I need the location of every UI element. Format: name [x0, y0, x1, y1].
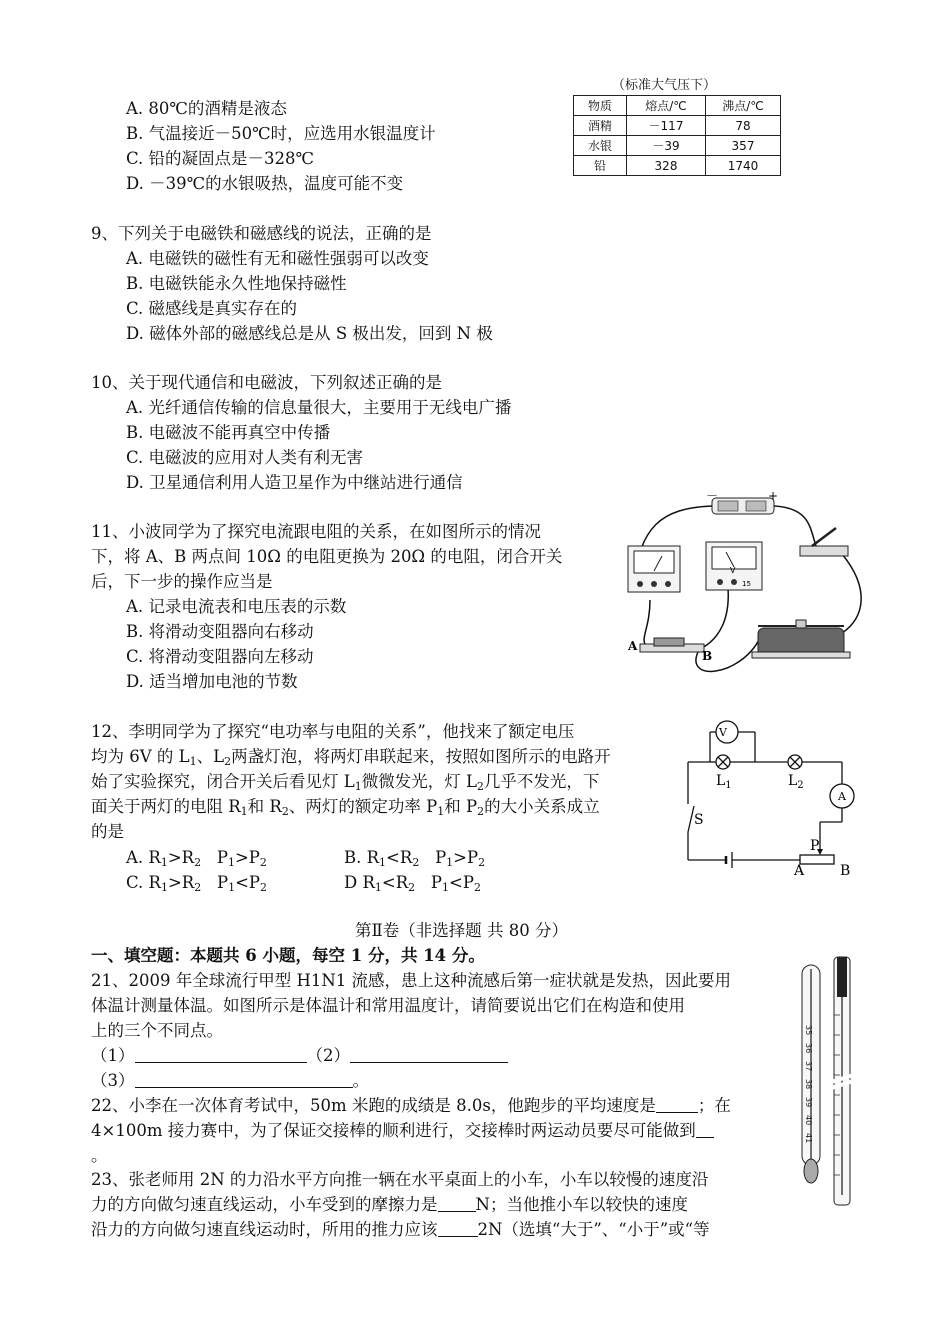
- text: 2N（选填“大于”、“小于”或“等: [477, 1220, 710, 1239]
- rheostat-base: [752, 652, 850, 658]
- q12-circuit-diagram: [680, 712, 865, 882]
- table-cell: 水银: [574, 136, 627, 156]
- resistor-icon: [654, 638, 684, 646]
- table-cell: 328: [627, 156, 706, 176]
- thermometer-tick: 40: [804, 1115, 813, 1126]
- text: C. R: [126, 873, 161, 892]
- subscript: 1: [228, 881, 236, 894]
- subscript: 1: [160, 856, 168, 869]
- text: 面关于两灯的电阻 R: [91, 797, 241, 816]
- text: >: [167, 873, 182, 892]
- text: 沿力的方向做匀速直线运动时，所用的推力应该: [91, 1220, 438, 1239]
- wire: [644, 600, 650, 646]
- subscript: 2: [476, 780, 484, 793]
- answer-blank-2[interactable]: [350, 1044, 508, 1063]
- text: 和 R: [247, 797, 282, 816]
- q11-option-a: A. 记录电流表和电压表的示数: [126, 597, 347, 616]
- subscript: 2: [408, 881, 416, 894]
- voltmeter-range-label: 15: [742, 580, 751, 588]
- text: 。: [352, 1071, 369, 1090]
- lab-thermometer-top: [837, 957, 847, 997]
- thermometer-figure: [798, 955, 868, 1215]
- q9-stem: 9、下列关于电磁铁和磁感线的说法，正确的是: [91, 224, 432, 243]
- q8-option-d: D. －39℃的水银吸热，温度可能不变: [126, 174, 404, 193]
- q11-circuit-figure: [620, 488, 870, 693]
- subscript: 2: [259, 856, 267, 869]
- subscript: 1: [189, 755, 197, 768]
- q23-line2: [91, 1193, 688, 1217]
- battery-cell-icon: [718, 501, 738, 511]
- terminal-icon: [717, 579, 723, 585]
- table-row: [574, 156, 781, 176]
- q12-option-a: A. $R_1>R_2$ $P_1>P_2$: [126, 848, 267, 869]
- switch-lever: [812, 528, 836, 546]
- text: 的大小关系成立: [484, 797, 600, 816]
- voltmeter-label: V: [730, 566, 736, 575]
- subscript: 2: [281, 805, 289, 818]
- thermometer-tick: 41: [804, 1133, 813, 1144]
- q10-stem: 10、关于现代通信和电磁波，下列叙述正确的是: [91, 373, 442, 392]
- text: <: [386, 848, 400, 867]
- switch-base: [800, 546, 848, 556]
- subscript: 1: [379, 856, 387, 869]
- q11-option-b: B. 将滑动变阻器向右移动: [126, 622, 314, 641]
- table-cell: －39: [627, 136, 706, 156]
- q9-option-a: A. 电磁铁的磁性有无和磁性强弱可以改变: [126, 249, 429, 268]
- table-header-row: [574, 96, 781, 116]
- table-cell: 1740: [706, 156, 781, 176]
- subscript: 1: [160, 881, 168, 894]
- answer-blank-speed[interactable]: [656, 1094, 698, 1113]
- part2-title: 第Ⅱ卷（非选择题 共 80 分）: [355, 921, 568, 940]
- answer-blank-friction[interactable]: [438, 1193, 476, 1212]
- subscript: 2: [260, 881, 268, 894]
- ammeter-dial: [634, 551, 674, 573]
- q9-option-b: B. 电磁铁能永久性地保持磁性: [126, 274, 347, 293]
- wire: [702, 588, 728, 648]
- q23-line1: 23、张老师用 2N 的力沿水平方向推一辆在水平桌面上的小车，小车以较慢的速度沿: [91, 1170, 709, 1189]
- table-header: 熔点/℃: [627, 96, 706, 116]
- q9-option-c: C. 磁感线是真实存在的: [126, 299, 298, 318]
- subscript: 1: [374, 881, 382, 894]
- q12-option-b: B. $R_1<R_2$ $P_1>P_2$: [344, 848, 486, 869]
- text: 几乎不发光，下: [483, 772, 600, 791]
- q11-option-c: C. 将滑动变阻器向左移动: [126, 647, 314, 666]
- table-cell: －117: [627, 116, 706, 136]
- text: N；当他推小车以较快的速度: [475, 1195, 688, 1214]
- terminal-icon: [731, 579, 737, 585]
- text: P: [216, 848, 228, 867]
- text: >: [453, 848, 467, 867]
- q11-stem-line1: 11、小波同学为了探究电流跟电阻的关系，在如图所示的情况: [91, 522, 541, 541]
- battery-minus-label: －: [706, 489, 719, 503]
- wire: [774, 506, 816, 546]
- q12-stem-line5: 的是: [91, 822, 124, 841]
- q12-option-c: C. $R_1>R_2$ $P_1<P_2$: [126, 873, 268, 894]
- thermometer-tick: 36: [804, 1043, 813, 1054]
- ammeter-label: A: [838, 790, 846, 803]
- table-cell: 78: [706, 116, 781, 136]
- subscript: 1: [354, 780, 362, 793]
- battery-plus-label: +: [768, 489, 779, 503]
- q9-option-d: D. 磁体外部的磁感线总是从 S 极出发，回到 N 极: [126, 324, 493, 343]
- table-row: [574, 116, 781, 136]
- q12-stem-line4: [91, 795, 600, 824]
- subscript: 2: [194, 856, 202, 869]
- table-header: 沸点/℃: [706, 96, 781, 116]
- table-row: [574, 136, 781, 156]
- text: <: [235, 873, 249, 892]
- q11-stem-line2: 下，将 A、B 两点间 10Ω 的电阻更换为 20Ω 的电阻，闭合开关: [91, 547, 563, 566]
- q12-stem-line1: 12、李明同学为了探究“电功率与电阻的关系”，他找来了额定电压: [91, 722, 575, 741]
- voltmeter-label: V: [719, 726, 727, 739]
- text: 微微发光，灯 L: [361, 772, 477, 791]
- text: B. R: [344, 848, 380, 867]
- answer-blank-relay[interactable]: [696, 1119, 714, 1138]
- slider-p-label: P: [810, 838, 820, 854]
- text: <: [381, 873, 396, 892]
- answer-blank-3[interactable]: [135, 1069, 353, 1088]
- q12-option-d: D $R_1<R_2$ $P_1<P_2$: [344, 873, 481, 894]
- blank-label: （1）: [91, 1046, 135, 1065]
- melting-point-table: [573, 95, 781, 176]
- q8-option-b: B. 气温接近－50℃时，应选用水银温度计: [126, 124, 436, 143]
- terminal-icon: [665, 581, 671, 587]
- text: 、L: [196, 747, 225, 766]
- lamp-l2-label: $L_2$: [788, 773, 804, 791]
- lamp-l1-label: $L_1$: [716, 773, 732, 791]
- rheostat-slider: [796, 620, 806, 628]
- terminal-icon: [651, 581, 657, 587]
- text: D R: [344, 873, 375, 892]
- q21-blanks-row1: [91, 1044, 508, 1068]
- subscript: 1: [446, 856, 454, 869]
- text: 两盏灯泡，将两灯串联起来，按照如图所示的电路开: [231, 747, 611, 766]
- battery-cell-icon: [746, 501, 766, 511]
- point-a-label: A: [628, 639, 638, 653]
- table-cell: 酒精: [574, 116, 627, 136]
- section-heading: 一、填空题：本题共 6 小题，每空 1 分，共 14 分。: [91, 946, 485, 965]
- q10-option-a: A. 光纤通信传输的信息量很大，主要用于无线电广播: [126, 398, 512, 417]
- q22-line3: 。: [91, 1146, 108, 1165]
- text: 22、小李在一次体育考试中，50m 米跑的成绩是 8.0s，他跑步的平均速度是: [91, 1096, 656, 1115]
- thermometer-tick: 39: [804, 1097, 813, 1108]
- text: A. R: [126, 848, 161, 867]
- switch-label: S: [694, 812, 704, 828]
- q10-option-b: B. 电磁波不能再真空中传播: [126, 423, 331, 442]
- subscript: 2: [478, 856, 486, 869]
- q22-line2: [91, 1119, 714, 1143]
- q10-option-d: D. 卫星通信利用人造卫星作为中继站进行通信: [126, 473, 463, 492]
- table-caption: （标准大气压下）: [612, 78, 717, 93]
- text: 和 P: [444, 797, 478, 816]
- q10-option-c: C. 电磁波的应用对人类有利无害: [126, 448, 364, 467]
- point-b-label: B: [702, 649, 713, 663]
- thermometer-tick: 38: [804, 1079, 813, 1090]
- table-cell: 357: [706, 136, 781, 156]
- blank-label: （2）: [306, 1046, 350, 1065]
- rheostat-a-label: A: [794, 863, 805, 879]
- q8-option-c: C. 铅的凝固点是－328℃: [126, 149, 314, 168]
- rheostat-b-label: B: [840, 863, 851, 879]
- text: P: [435, 848, 447, 867]
- rheostat-symbol: [800, 855, 834, 864]
- subscript: 1: [437, 805, 445, 818]
- text: <: [449, 873, 463, 892]
- wire: [842, 554, 861, 633]
- table-cell: 铅: [574, 156, 627, 176]
- q21-line3: 上的三个不同点。: [91, 1021, 223, 1040]
- q11-option-d: D. 适当增加电池的节数: [126, 672, 298, 691]
- text: >: [167, 848, 182, 867]
- thermometer-bulb-icon: [804, 1159, 818, 1183]
- text: 力的方向做匀速直线运动，小车受到的摩擦力是: [91, 1195, 438, 1214]
- thermometer-tick: 37: [804, 1061, 813, 1072]
- subscript: 2: [477, 805, 485, 818]
- q8-option-a: A. 80℃的酒精是液态: [126, 99, 287, 118]
- blank-label: （3）: [91, 1071, 135, 1090]
- q23-line3: [91, 1218, 710, 1242]
- q21-line2: 体温计测量体温。如图所示是体温计和常用温度计，请简要说出它们在构造和使用: [91, 996, 685, 1015]
- table-header: 物质: [574, 96, 627, 116]
- q21-line1: 21、2009 年全球流行甲型 H1N1 流感，患上这种流感后第一症状就是发热，因此要用: [91, 971, 732, 990]
- answer-blank-1[interactable]: [135, 1044, 307, 1063]
- text: 始了实验探究，闭合开关后看见灯 L: [91, 772, 355, 791]
- q21-blanks-row2: [91, 1069, 369, 1093]
- q22-line1: [91, 1094, 731, 1118]
- text: 均为 6V 的 L: [91, 747, 190, 766]
- text: >: [234, 848, 249, 867]
- subscript: 2: [473, 881, 481, 894]
- text: ；在: [697, 1096, 731, 1115]
- subscript: 1: [240, 805, 248, 818]
- thermometer-tick: 35: [804, 1025, 813, 1036]
- subscript: 2: [412, 856, 420, 869]
- text: 4×100m 接力赛中，为了保证交接棒的顺利进行，交接棒时两运动员要尽可能做到: [91, 1121, 696, 1140]
- subscript: 1: [442, 881, 450, 894]
- terminal-icon: [637, 581, 643, 587]
- subscript: 2: [224, 755, 232, 768]
- subscript: 2: [194, 881, 202, 894]
- text: P: [430, 873, 443, 892]
- text: 、两灯的额定功率 P: [288, 797, 438, 816]
- answer-blank-force[interactable]: [438, 1218, 478, 1237]
- q11-stem-line3: 后，下一步的操作应当是: [91, 572, 273, 591]
- text: P: [216, 873, 229, 892]
- subscript: 1: [227, 856, 235, 869]
